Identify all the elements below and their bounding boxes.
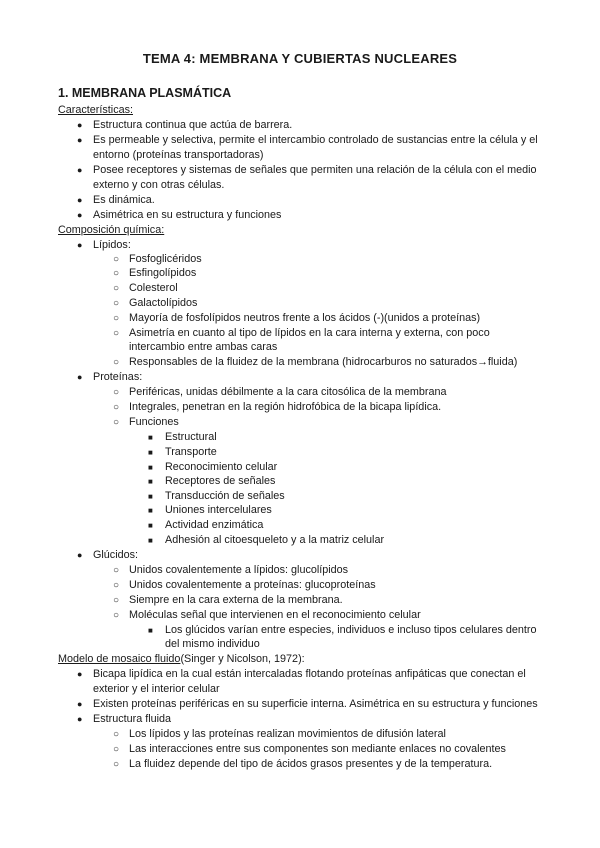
bullet-icon: ● <box>77 714 83 724</box>
list-item: Receptores de señales <box>165 475 276 487</box>
square-bullet-icon: ■ <box>148 492 153 501</box>
modelo-reference: (Singer y Nicolson, 1972): <box>180 653 305 665</box>
list-item: Esfingolípidos <box>129 267 197 279</box>
square-bullet-icon: ■ <box>148 448 153 457</box>
list-item: Unidos covalentemente a lípidos: glucolípidos <box>129 564 349 576</box>
list-item: Funciones <box>129 416 179 428</box>
list-item: Existen proteínas periféricas en su superficie interna. Asimétrica en su estructura y funciones <box>93 698 538 710</box>
list-item: Adhesión al citoesqueleto y a la matriz celular <box>165 534 385 546</box>
list-item: Periféricas, unidas débilmente a la cara citosólica de la membrana <box>129 386 447 398</box>
list-item-continuation: del mismo individuo <box>165 638 260 650</box>
list-item: Estructural <box>165 431 217 443</box>
list-item-continuation: entorno (proteínas transportadoras) <box>93 149 264 161</box>
circle-bullet-icon: ○ <box>113 402 120 413</box>
square-bullet-icon: ■ <box>148 506 153 515</box>
circle-bullet-icon: ○ <box>113 417 120 428</box>
modelo-label: Modelo de mosaico fluido <box>58 653 181 665</box>
bullet-icon: ● <box>77 550 83 560</box>
list-item: Transducción de señales <box>165 490 285 502</box>
list-item: Transporte <box>165 446 217 458</box>
circle-bullet-icon: ○ <box>113 580 120 591</box>
circle-bullet-icon: ○ <box>113 595 120 606</box>
circle-bullet-icon: ○ <box>113 744 120 755</box>
circle-bullet-icon: ○ <box>113 357 120 368</box>
circle-bullet-icon: ○ <box>113 268 120 279</box>
proteinas-label: Proteínas: <box>93 371 143 383</box>
document-title: TEMA 4: MEMBRANA Y CUBIERTAS NUCLEARES <box>142 51 458 66</box>
list-item: La fluidez depende del tipo de ácidos grasos presentes y de la temperatura. <box>129 758 493 770</box>
list-item: Posee receptores y sistemas de señales que permiten una relación de la célula con el medio <box>93 164 537 176</box>
circle-bullet-icon: ○ <box>113 328 120 339</box>
bullet-icon: ● <box>77 699 83 709</box>
square-bullet-icon: ■ <box>148 433 153 442</box>
square-bullet-icon: ■ <box>148 536 153 545</box>
bullet-icon: ● <box>77 669 83 679</box>
list-item: Los lípidos y las proteínas realizan movimientos de difusión lateral <box>129 728 446 740</box>
circle-bullet-icon: ○ <box>113 759 120 770</box>
list-item: Bicapa lipídica en la cual están intercaladas flotando proteínas anfipáticas que conectan el <box>93 668 526 680</box>
bullet-icon: ● <box>77 135 83 145</box>
circle-bullet-icon: ○ <box>113 254 120 265</box>
list-item: Estructura fluida <box>93 713 172 725</box>
list-item: Colesterol <box>129 282 178 294</box>
bullet-icon: ● <box>77 240 83 250</box>
circle-bullet-icon: ○ <box>113 387 120 398</box>
square-bullet-icon: ■ <box>148 626 153 635</box>
list-item: Asimetría en cuanto al tipo de lípidos en la cara interna y externa, con poco <box>129 327 490 339</box>
list-item: Actividad enzimática <box>165 519 264 531</box>
list-item: Es permeable y selectiva, permite el intercambio controlado de sustancias entre la célula y el <box>93 134 538 146</box>
bullet-icon: ● <box>77 165 83 175</box>
bullet-icon: ● <box>77 210 83 220</box>
list-item: Moléculas señal que intervienen en el reconocimiento celular <box>129 609 421 621</box>
list-item: Siempre en la cara externa de la membrana. <box>129 594 343 606</box>
circle-bullet-icon: ○ <box>113 565 120 576</box>
circle-bullet-icon: ○ <box>113 313 120 324</box>
bullet-icon: ● <box>77 120 83 130</box>
caracteristicas-label: Características: <box>58 104 133 116</box>
list-item: Mayoría de fosfolípidos neutros frente a los ácidos (-)(unidos a proteínas) <box>129 312 481 324</box>
list-item: Reconocimiento celular <box>165 461 278 473</box>
circle-bullet-icon: ○ <box>113 283 120 294</box>
list-item: Integrales, penetran en la región hidrofóbica de la bicapa lipídica. <box>129 401 442 413</box>
list-item: Uniones intercelulares <box>165 504 272 516</box>
bullet-icon: ● <box>77 372 83 382</box>
square-bullet-icon: ■ <box>148 477 153 486</box>
bullet-icon: ● <box>77 195 83 205</box>
composicion-label: Composición química: <box>58 224 165 236</box>
list-item: Estructura continua que actúa de barrera. <box>93 119 293 131</box>
list-item: Asimétrica en su estructura y funciones <box>93 209 282 221</box>
list-item: Los glúcidos varían entre especies, individuos e incluso tipos celulares dentro <box>165 624 537 636</box>
section-heading: 1. MEMBRANA PLASMÁTICA <box>58 86 232 100</box>
circle-bullet-icon: ○ <box>113 298 120 309</box>
circle-bullet-icon: ○ <box>113 729 120 740</box>
modelo-heading <box>58 652 305 667</box>
list-item-continuation: externo y con otras células. <box>93 179 225 191</box>
list-item-continuation: intercambio entre ambas caras <box>129 341 278 353</box>
glucidos-label: Glúcidos: <box>93 549 139 561</box>
list-item: Responsables de la fluidez de la membrana (hidrocarburos no saturados→fluida) <box>129 356 518 368</box>
square-bullet-icon: ■ <box>148 521 153 530</box>
list-item: Galactolípidos <box>129 297 198 309</box>
list-item: Fosfoglicéridos <box>129 253 202 265</box>
list-item-continuation: exterior y el interior celular <box>93 683 220 695</box>
list-item: Es dinámica. <box>93 194 155 206</box>
lipidos-label: Lípidos: <box>93 239 131 251</box>
list-item: Las interacciones entre sus componentes son mediante enlaces no covalentes <box>129 743 506 755</box>
list-item: Unidos covalentemente a proteínas: glucoproteínas <box>129 579 376 591</box>
circle-bullet-icon: ○ <box>113 610 120 621</box>
square-bullet-icon: ■ <box>148 463 153 472</box>
